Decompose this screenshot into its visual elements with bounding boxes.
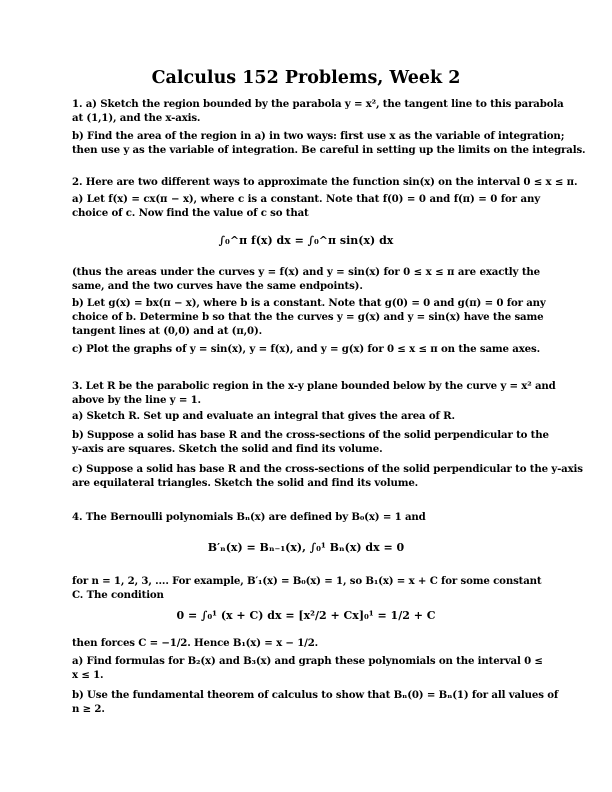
problem-2a-equation: ∫₀^π f(x) dx = ∫₀^π sin(x) dx — [218, 234, 394, 247]
problem-3-intro-line-2: above by the line y = 1. — [72, 394, 201, 406]
problem-1a-line-2: at (1,1), and the x-axis. — [72, 112, 201, 124]
page-title: Calculus 152 Problems, Week 2 — [151, 68, 461, 88]
problem-4-equation-1: B′ₙ(x) = Bₙ₋₁(x), ∫₀¹ Bₙ(x) dx = 0 — [207, 541, 405, 554]
problem-3c-line-2: are equilateral triangles. Sketch the solid and find its volume. — [72, 477, 419, 489]
problem-1b-line-2: then use y as the variable of integration. Be careful in setting up the limits on the integrals. — [72, 144, 586, 156]
problem-4b-line-1: b) Use the fundamental theorem of calculus to show that Bₙ(0) = Bₙ(1) for all values of — [72, 689, 559, 701]
problem-2c-line-1: c) Plot the graphs of y = sin(x), y = f(x), and y = g(x) for 0 ≤ x ≤ π on the same axes. — [72, 343, 540, 355]
problem-4-line-3: then forces C = −1/2. Hence B₁(x) = x − 1/2. — [72, 637, 319, 649]
problem-3c-line-1: c) Suppose a solid has base R and the cross-sections of the solid perpendicular to the y-axis — [72, 463, 583, 475]
problem-3-intro-line-1: 3. Let R be the parabolic region in the x-y plane bounded below by the curve y = x² and — [72, 380, 556, 392]
problem-3a-line-1: a) Sketch R. Set up and evaluate an integral that gives the area of R. — [72, 410, 455, 422]
problem-2a-line-4: same, and the two curves have the same endpoints). — [72, 280, 363, 292]
problem-4-line-1: for n = 1, 2, 3, .... For example, B′₁(x) = B₀(x) = 1, so B₁(x) = x + C for some constant — [72, 575, 542, 587]
problem-4b-line-2: n ≥ 2. — [72, 703, 105, 715]
problem-2b-line-1: b) Let g(x) = bx(π − x), where b is a constant. Note that g(0) = 0 and g(π) = 0 for any — [72, 297, 546, 309]
problem-4a-line-2: x ≤ 1. — [72, 669, 104, 681]
problem-1b-line-1: b) Find the area of the region in a) in two ways: first use x as the variable of integration; — [72, 130, 565, 142]
problem-2a-line-1: a) Let f(x) = cx(π − x), where c is a constant. Note that f(0) = 0 and f(π) = 0 for any — [72, 193, 540, 205]
problem-2b-line-2: choice of b. Determine b so that the the curves y = g(x) and y = sin(x) have the same — [72, 311, 544, 323]
problem-4-intro: 4. The Bernoulli polynomials Bₙ(x) are defined by B₀(x) = 1 and — [72, 511, 426, 523]
problem-2b-line-3: tangent lines at (0,0) and at (π,0). — [72, 325, 263, 337]
problem-1a-line-1: 1. a) Sketch the region bounded by the parabola y = x², the tangent line to this parabola — [72, 98, 564, 110]
problem-3b-line-1: b) Suppose a solid has base R and the cross-sections of the solid perpendicular to the — [72, 429, 549, 441]
problem-3b-line-2: y-axis are squares. Sketch the solid and find its volume. — [72, 443, 383, 455]
problem-2a-line-3: (thus the areas under the curves y = f(x) and y = sin(x) for 0 ≤ x ≤ π are exactly the — [72, 266, 540, 278]
problem-4-equation-2: 0 = ∫₀¹ (x + C) dx = [x²/2 + Cx]₀¹ = 1/2 + C — [176, 609, 436, 622]
problem-4-line-2: C. The condition — [72, 589, 164, 601]
problem-2-intro: 2. Here are two different ways to approximate the function sin(x) on the interval 0 ≤ x ≤ π. — [72, 176, 578, 188]
problem-2a-line-2: choice of c. Now find the value of c so that — [72, 207, 309, 219]
problem-4a-line-1: a) Find formulas for B₂(x) and B₃(x) and graph these polynomials on the interval 0 ≤ — [72, 655, 543, 667]
